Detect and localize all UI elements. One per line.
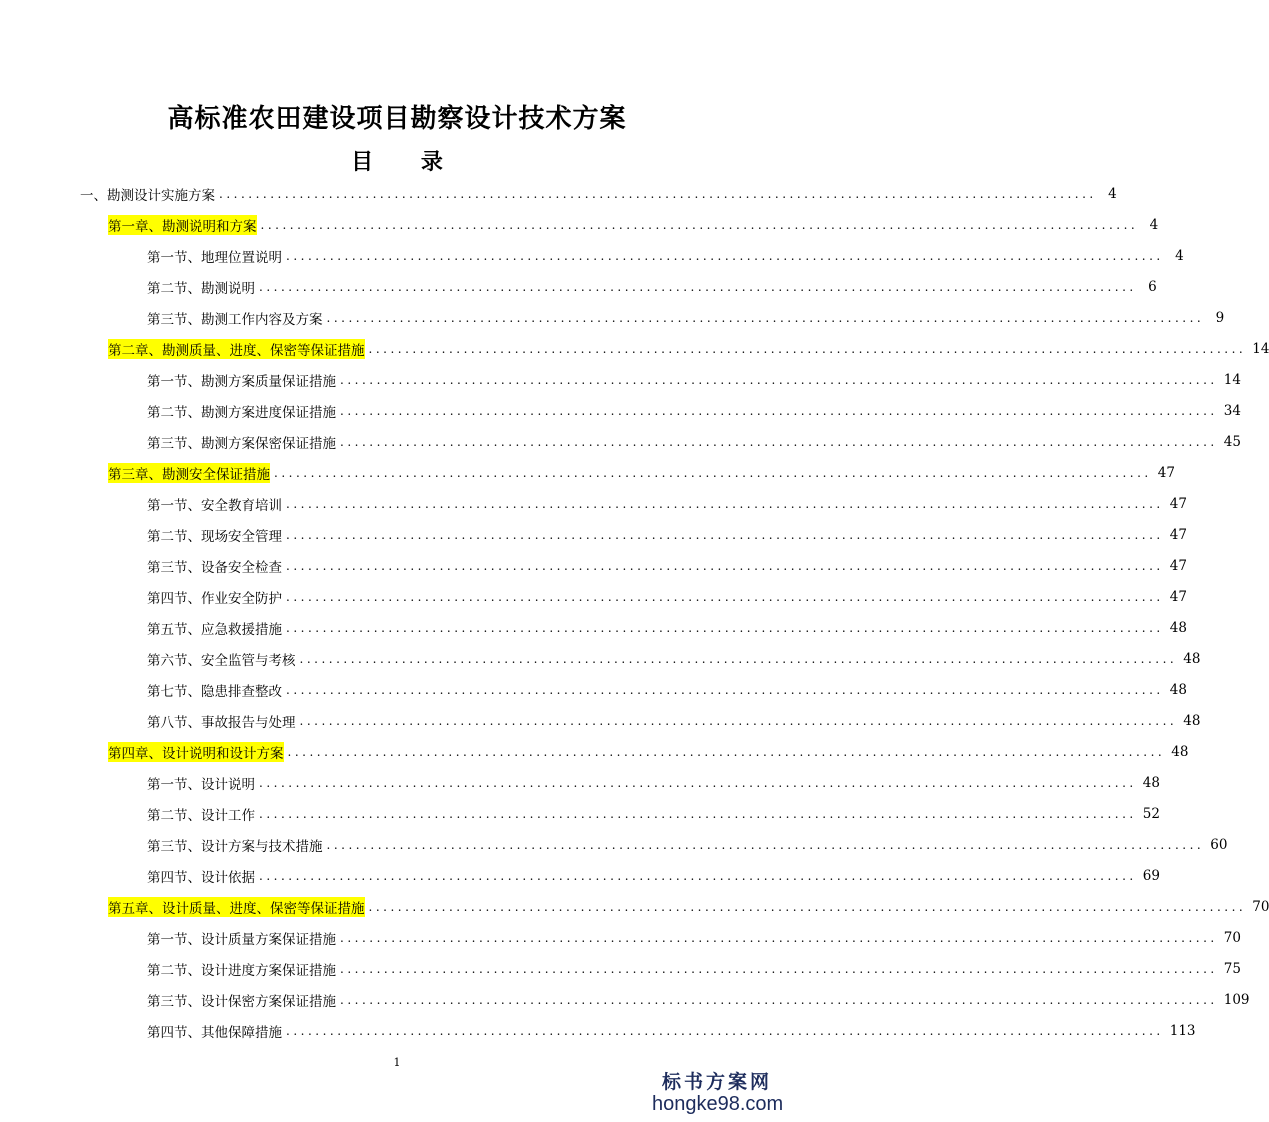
toc-dot-leader: ........................................................................................................................ [340, 993, 1218, 1007]
toc-section-entry[interactable] [147, 276, 1157, 298]
toc-entry-page: 47 [1169, 496, 1187, 512]
toc-section-entry[interactable] [147, 989, 1250, 1011]
toc-section-entry[interactable] [147, 431, 1241, 453]
toc-entry-label: 第二节、勘测说明 [147, 281, 255, 297]
toc-entry-label: 第二节、设计进度方案保证措施 [147, 963, 336, 979]
toc-entry-page: 60 [1210, 837, 1228, 853]
toc-entry-page: 48 [1183, 713, 1201, 729]
watermark-cn-text: 标书方案网 [661, 1071, 772, 1093]
toc-entry-label: 第二节、设计工作 [147, 808, 255, 824]
toc-entry-label: 第三节、设计方案与技术措施 [147, 839, 323, 855]
toc-dot-leader: ........................................................................................................................ [260, 218, 1139, 232]
toc-section-entry[interactable] [147, 307, 1225, 329]
toc-entry-page: 69 [1142, 868, 1160, 884]
toc-dot-leader: ........................................................................................................................ [340, 373, 1218, 387]
toc-section-entry[interactable] [147, 586, 1187, 608]
toc-section-entry[interactable] [147, 865, 1160, 887]
toc-chapter-entry[interactable] [108, 462, 1175, 484]
toc-entry-label: 第五章、设计质量、进度、保密等保证措施 [108, 897, 365, 917]
toc-entry-label: 第三节、设计保密方案保证措施 [147, 994, 336, 1010]
toc-entry-page: 113 [1169, 1023, 1196, 1039]
toc-entry-label: 第八节、事故报告与处理 [147, 715, 296, 731]
toc-dot-leader: ........................................................................................................................ [286, 249, 1164, 263]
toc-dot-leader: ........................................................................................................................ [326, 838, 1205, 852]
toc-entry-label: 第四章、设计说明和设计方案 [108, 742, 284, 762]
toc-chapter-entry[interactable] [108, 741, 1189, 763]
toc-dot-leader: ........................................................................................................................ [340, 404, 1218, 418]
watermark-url-text: hongke98.com [652, 1093, 784, 1115]
toc-dot-leader: ........................................................................................................................ [286, 590, 1164, 604]
toc-dot-leader: ........................................................................................................................ [286, 528, 1164, 542]
toc-dot-leader: ........................................................................................................................ [259, 807, 1137, 821]
toc-entry-page: 70 [1252, 899, 1269, 915]
toc-section-entry[interactable] [147, 1020, 1196, 1042]
toc-section-entry[interactable] [147, 772, 1160, 794]
toc-section-entry[interactable] [147, 958, 1241, 980]
toc-entry-label: 第一节、安全教育培训 [147, 498, 282, 514]
toc-entry-page: 34 [1223, 403, 1241, 419]
toc-dot-leader: ........................................................................................................................ [286, 497, 1164, 511]
toc-chapter-entry[interactable] [108, 896, 1269, 918]
toc-dot-leader: ........................................................................................................................ [286, 683, 1164, 697]
toc-entry-page: 9 [1215, 310, 1225, 326]
toc-section-entry[interactable] [147, 493, 1187, 515]
toc-entry-page: 75 [1223, 961, 1241, 977]
toc-section-entry[interactable] [147, 524, 1187, 546]
toc-dot-leader: ........................................................................................................................ [259, 776, 1137, 790]
toc-dot-leader: ........................................................................................................................ [287, 745, 1166, 759]
toc-dot-leader: ........................................................................................................................ [368, 342, 1247, 356]
page-number: 1 [393, 1056, 401, 1069]
toc-section-entry[interactable] [147, 834, 1228, 856]
toc-section-entry[interactable] [147, 679, 1187, 701]
toc-chapter-entry[interactable] [108, 214, 1159, 236]
toc-entry-page: 14 [1223, 372, 1241, 388]
toc-section-entry[interactable] [147, 648, 1201, 670]
toc-section-entry[interactable] [147, 245, 1184, 267]
toc-entry-label: 第一章、勘测说明和方案 [108, 215, 257, 235]
toc-dot-leader: ........................................................................................................................ [219, 187, 1097, 201]
toc-dot-leader: ........................................................................................................................ [368, 900, 1247, 914]
toc-entry-page: 47 [1169, 558, 1187, 574]
toc-entry-label: 第一节、勘测方案质量保证措施 [147, 374, 336, 390]
toc-entry-label: 第七节、隐患排查整改 [147, 684, 282, 700]
toc-entry-label: 第三节、勘测方案保密保证措施 [147, 436, 336, 452]
toc-entry-page: 4 [1149, 217, 1159, 233]
toc-dot-leader: ........................................................................................................................ [340, 962, 1218, 976]
toc-entry-page: 14 [1252, 341, 1269, 357]
toc-entry-page: 109 [1223, 992, 1250, 1008]
toc-entry-label: 第四节、设计依据 [147, 870, 255, 886]
toc-section-entry[interactable] [147, 555, 1187, 577]
toc-part-entry[interactable] [80, 183, 1117, 205]
toc-entry-page: 48 [1169, 682, 1187, 698]
toc-entry-label: 第二节、现场安全管理 [147, 529, 282, 545]
toc-section-entry[interactable] [147, 400, 1241, 422]
toc-chapter-entry[interactable] [108, 338, 1269, 360]
toc-entry-label: 第一节、地理位置说明 [147, 250, 282, 266]
toc-dot-leader: ........................................................................................................................ [326, 311, 1205, 325]
toc-section-entry[interactable] [147, 369, 1241, 391]
toc-section-entry[interactable] [147, 927, 1241, 949]
toc-entry-label: 第二节、勘测方案进度保证措施 [147, 405, 336, 421]
toc-dot-leader: ........................................................................................................................ [340, 931, 1218, 945]
toc-entry-page: 70 [1223, 930, 1241, 946]
toc-dot-leader: ........................................................................................................................ [274, 466, 1152, 480]
toc-entry-page: 4 [1108, 186, 1117, 202]
toc-entry-label: 第一节、设计质量方案保证措施 [147, 932, 336, 948]
toc-entry-page: 48 [1171, 744, 1189, 760]
toc-section-entry[interactable] [147, 710, 1201, 732]
toc-dot-leader: ........................................................................................................................ [286, 621, 1164, 635]
toc-entry-label: 第三节、勘测工作内容及方案 [147, 312, 323, 328]
toc-dot-leader: ........................................................................................................................ [259, 869, 1137, 883]
toc-entry-label: 第六节、安全监管与考核 [147, 653, 296, 669]
toc-section-entry[interactable] [147, 803, 1160, 825]
toc-entry-page: 48 [1169, 620, 1187, 636]
toc-entry-page: 45 [1223, 434, 1241, 450]
toc-entry-label: 第四节、作业安全防护 [147, 591, 282, 607]
toc-entry-label: 一、勘测设计实施方案 [80, 188, 215, 204]
toc-entry-label: 第五节、应急救援措施 [147, 622, 282, 638]
toc-entry-label: 第一节、设计说明 [147, 777, 255, 793]
toc-entry-label: 第三章、勘测安全保证措施 [108, 463, 270, 483]
toc-entry-page: 48 [1142, 775, 1160, 791]
watermark-logo [652, 1067, 782, 1114]
toc-entry-label: 第四节、其他保障措施 [147, 1025, 282, 1041]
toc-entry-page: 4 [1175, 248, 1184, 264]
toc-entry-page: 47 [1169, 589, 1187, 605]
toc-section-entry[interactable] [147, 617, 1187, 639]
toc-dot-leader: ........................................................................................................................ [286, 1024, 1164, 1038]
toc-entry-label: 第三节、设备安全检查 [147, 560, 282, 576]
toc-dot-leader: ........................................................................................................................ [299, 714, 1178, 728]
toc-dot-leader: ........................................................................................................................ [340, 435, 1218, 449]
toc-dot-leader: ........................................................................................................................ [259, 280, 1137, 294]
document-title: 高标准农田建设项目勘察设计技术方案 [167, 104, 627, 134]
toc-dot-leader: ........................................................................................................................ [299, 652, 1178, 666]
toc-entry-page: 6 [1148, 279, 1157, 295]
toc-dot-leader: ........................................................................................................................ [286, 559, 1164, 573]
toc-entry-page: 47 [1169, 527, 1187, 543]
toc-entry-page: 52 [1142, 806, 1160, 822]
toc-heading: 目 录 [351, 149, 463, 175]
toc-entry-label: 第二章、勘测质量、进度、保密等保证措施 [108, 339, 365, 359]
toc-entry-page: 47 [1157, 465, 1175, 481]
toc-entry-page: 48 [1183, 651, 1201, 667]
